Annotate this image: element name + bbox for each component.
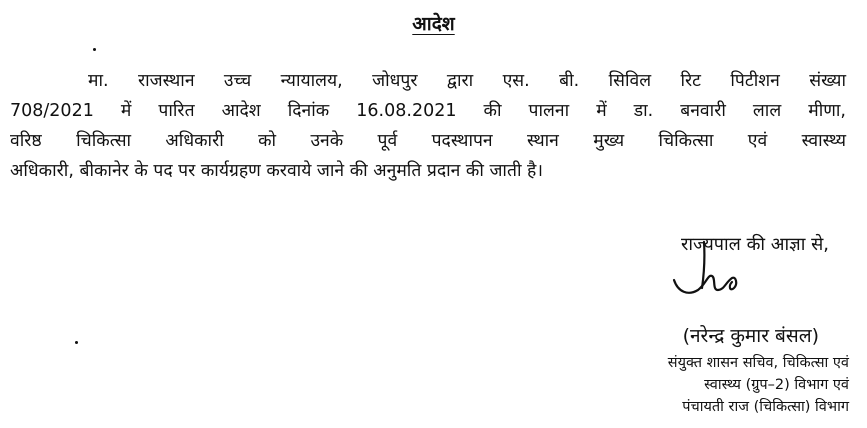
designation-line: पंचायती राज (चिकित्सा) विभाग [682, 399, 849, 415]
order-body [10, 66, 846, 186]
body-line: अधिकारी, बीकानेर के पद पर कार्यग्रहण करवाये जाने की अनुमति प्रदान की जाती है। [10, 161, 543, 181]
handwritten-signature [668, 240, 758, 310]
by-order-line: राज्यपाल की आज्ञा से, [681, 234, 829, 255]
document-title [0, 10, 867, 36]
body-line: 708/2021 में पारित आदेश दिनांक 16.08.2021 की पालना में डा. बनवारी लाल मीणा, [10, 101, 846, 121]
stray-mark [93, 48, 96, 51]
title-text: आदेश [412, 13, 455, 35]
signatory-name: (नरेन्द्र कुमार बंसल) [682, 325, 819, 347]
stray-mark [75, 341, 78, 344]
body-line: वरिष्ठ चिकित्सा अधिकारी को उनके पूर्व पदस्थापन स्थान मुख्य चिकित्सा एवं स्वास्थ्य [10, 131, 846, 151]
designation-line: संयुक्त शासन सचिव, चिकित्सा एवं [667, 355, 849, 371]
body-line: मा. राजस्थान उच्च न्यायालय, जोधपुर द्वारा एस. बी. सिविल रिट पिटीशन संख्या [88, 71, 846, 91]
designation-line: स्वास्थ्य (ग्रुप–2) विभाग एवं [704, 377, 849, 393]
signatory-designation [589, 352, 849, 418]
